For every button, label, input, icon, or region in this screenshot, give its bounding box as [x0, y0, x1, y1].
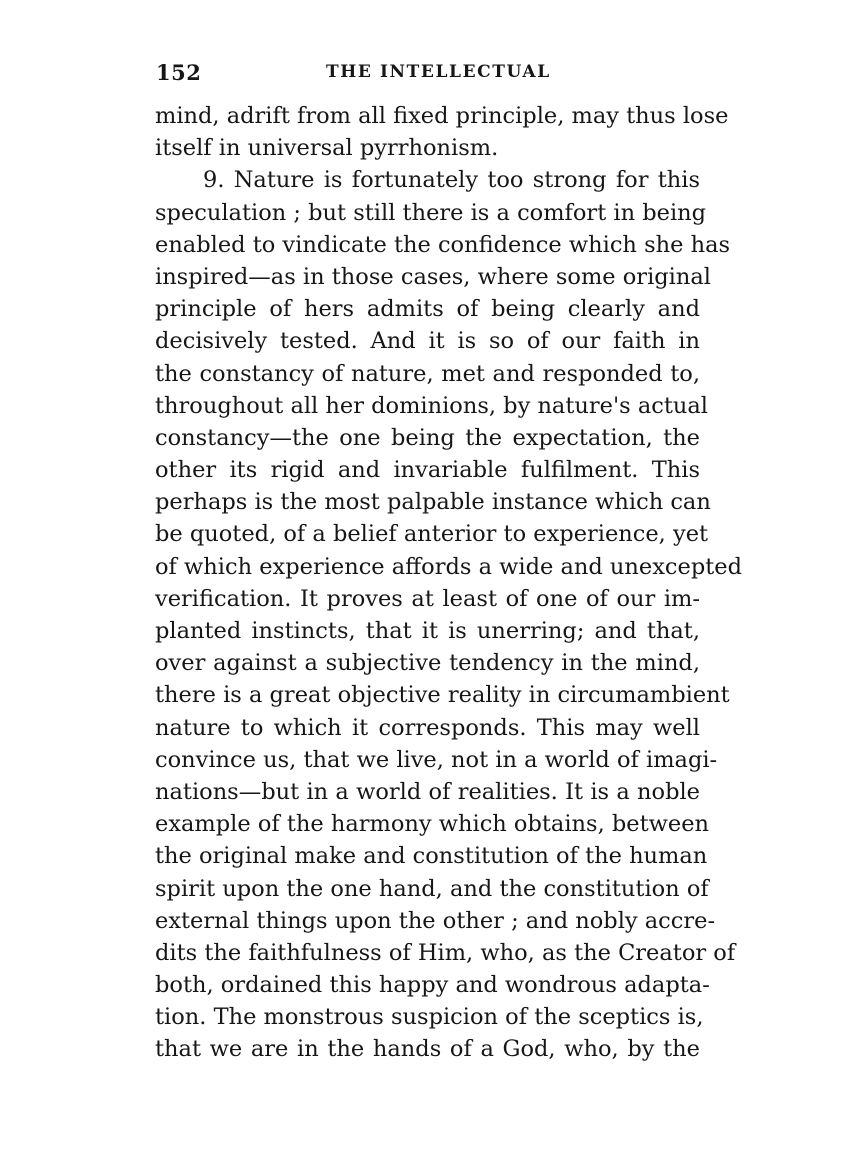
- text-line: speculation ; but still there is a comfort in being: [155, 199, 707, 226]
- text-line: verification. It proves at least of one of our im-: [155, 585, 700, 612]
- running-head: [156, 60, 696, 90]
- text-line: nature to which it corresponds. This may well: [155, 714, 700, 741]
- text-line: tion. The monstrous suspicion of the sceptics is,: [155, 1004, 704, 1031]
- text-line: over against a subjective tendency in the mind,: [155, 650, 700, 677]
- text-line: be quoted, of a belief anterior to experience, yet: [155, 521, 709, 548]
- text-line: the constancy of nature, met and responded to,: [155, 360, 700, 387]
- text-line: constancy—the one being the expectation, the: [155, 424, 700, 451]
- text-line: principle of hers admits of being clearly and: [155, 296, 700, 323]
- text-line: enabled to vindicate the confidence which she has: [155, 231, 731, 258]
- text-line: dits the faithfulness of Him, who, as the Creator of: [155, 939, 736, 966]
- text-line: convince us, that we live, not in a world of imagi-: [155, 746, 718, 773]
- text-line: example of the harmony which obtains, between: [155, 811, 710, 838]
- text-line: throughout all her dominions, by nature's actual: [155, 392, 708, 419]
- paragraph-start-line: 9. Nature is fortunately too strong for this: [203, 167, 700, 194]
- text-line: planted instincts, that it is unerring; and that,: [155, 618, 700, 644]
- text-line: other its rigid and invariable fulfilment. This: [155, 457, 700, 484]
- text-line: external things upon the other ; and nobly accre-: [155, 907, 716, 934]
- text-line: that we are in the hands of a God, who, by the: [155, 1036, 700, 1063]
- text-line: decisively tested. And it is so of our faith in: [155, 328, 700, 355]
- text-line: perhaps is the most palpable instance which can: [155, 489, 711, 516]
- running-title: THE INTELLECTUAL: [326, 62, 551, 82]
- text-line: the original make and constitution of the human: [155, 843, 708, 870]
- text-line: itself in universal pyrrhonism.: [155, 135, 499, 162]
- text-line: of which experience affords a wide and unexcepted: [155, 553, 742, 580]
- text-line: nations—but in a world of realities. It is a noble: [155, 778, 700, 805]
- text-line: inspired—as in those cases, where some original: [155, 263, 711, 290]
- page-number: 152: [156, 60, 202, 85]
- text-line: mind, adrift from all fixed principle, may thus lose: [155, 103, 729, 129]
- body-text: [155, 100, 742, 1066]
- text-line: spirit upon the one hand, and the constitution of: [155, 875, 709, 902]
- text-line: there is a great objective reality in circumambient: [155, 682, 730, 709]
- text-line: both, ordained this happy and wondrous adapta-: [155, 972, 710, 999]
